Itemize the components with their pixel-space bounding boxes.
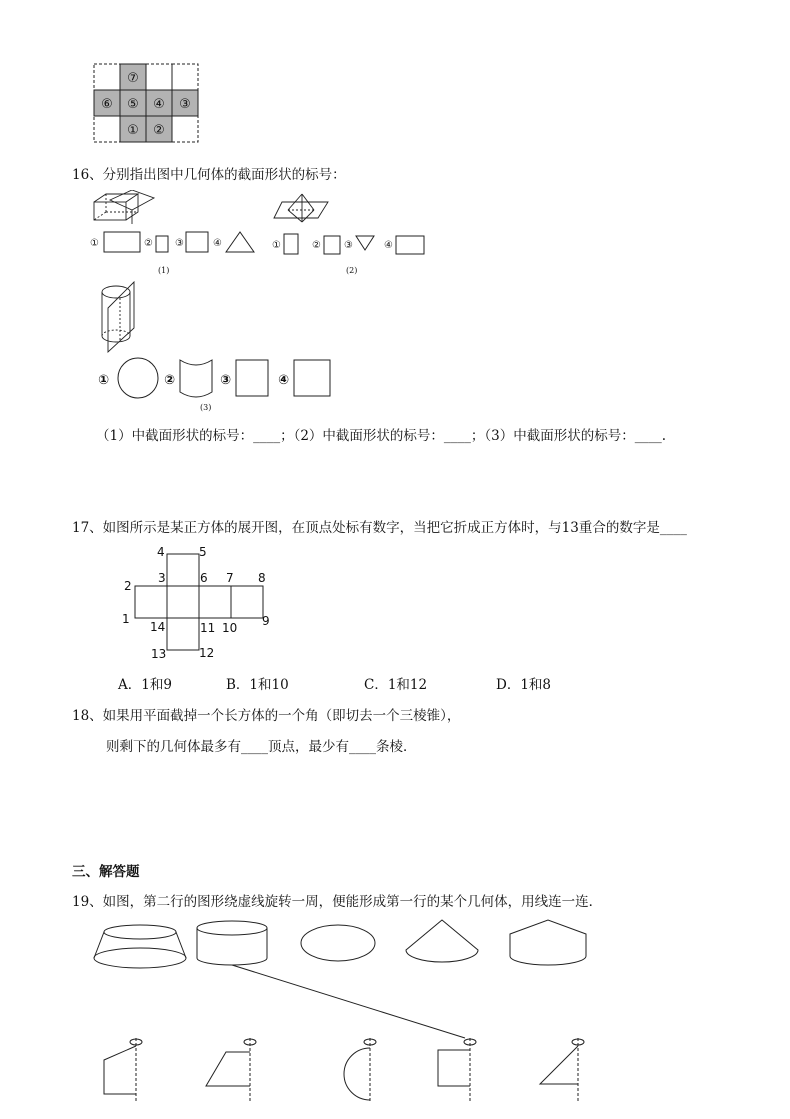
net-label-3: 3	[158, 571, 166, 585]
q17-option-b[interactable]: B．1和10	[226, 677, 289, 693]
q16-fig3-marker-1: ①	[98, 373, 110, 388]
q16-fig3-shape-square	[294, 360, 330, 396]
net-label-13: 13	[151, 647, 167, 661]
q16-fig3-options	[96, 356, 341, 404]
q16-fig1-shape-triangle	[226, 232, 254, 252]
q18-line1: 18、如果用平面截掉一个长方体的一个角（即切去一个三棱锥），	[72, 708, 461, 724]
q16-fig1-marker-2: ②	[144, 238, 153, 249]
solid-frustum	[94, 925, 186, 968]
q19-figure	[80, 912, 610, 1112]
q17-cube-net	[118, 544, 278, 664]
q16-fig1-solid	[88, 190, 158, 226]
q16-fig3-shape-circle	[118, 358, 158, 398]
q16-fig2-solid	[272, 192, 332, 228]
q16-fig1-marker-4: ④	[213, 238, 222, 249]
q16-fig2-shape-tall-rect	[284, 234, 298, 254]
grid-cell-5: ⑤	[127, 97, 139, 112]
q16-fig3-marker-4: ④	[278, 373, 290, 388]
plane-rect-triangle	[104, 1038, 142, 1102]
q16-fig2-shape-wide-rect	[396, 236, 424, 254]
q16-fig2-shape-square	[324, 236, 340, 254]
net-label-9: 9	[262, 614, 270, 628]
net-label-5: 5	[199, 545, 207, 559]
net-label-4: 4	[157, 545, 165, 559]
net-label-14: 14	[150, 620, 166, 634]
q16-fig1-marker-1: ①	[90, 238, 99, 249]
q16-fig3-caption: (3)	[200, 403, 212, 412]
q16-fig1-shape-square	[186, 232, 208, 252]
q16-answer-line: （1）中截面形状的标号：____；（2）中截面形状的标号：____；（3）中截面形状的标号：____.	[96, 428, 667, 444]
q16-fig3-shape-tall-rect	[236, 360, 268, 396]
q16-fig3-shape-curved-rect	[180, 360, 212, 397]
plane-semicircle	[344, 1038, 376, 1102]
section-3-title: 三、解答题	[72, 864, 140, 880]
q16-fig1-caption: (1)	[158, 266, 170, 275]
q16-fig2-shape-inverted-triangle	[356, 236, 374, 250]
q19-prompt: 19、如图，第二行的图形绕虚线旋转一周，便能形成第一行的某个几何体，用线连一连．	[72, 894, 603, 910]
net-label-8: 8	[258, 571, 266, 585]
q16-fig3-solid	[96, 280, 142, 356]
net-grid-figure	[90, 60, 202, 144]
net-label-7: 7	[226, 571, 234, 585]
q17-option-d[interactable]: D．1和8	[496, 677, 552, 693]
q16-fig2-marker-1: ①	[272, 240, 281, 251]
solid-sphere	[301, 925, 375, 961]
q16-fig2-marker-2: ②	[312, 240, 321, 251]
q16-fig2-options	[272, 230, 432, 260]
q16-fig3-marker-2: ②	[164, 373, 176, 388]
q19-connect-line	[232, 965, 465, 1038]
solid-cylinder	[197, 921, 267, 965]
q18-line2: 则剩下的几何体最多有____顶点，最少有____条棱．	[106, 739, 417, 755]
grid-cell-6: ⑥	[101, 97, 113, 112]
q16-fig2-marker-4: ④	[384, 240, 393, 251]
net-label-10: 10	[222, 621, 238, 635]
q16-prompt: 16、分别指出图中几何体的截面形状的标号：	[72, 167, 346, 183]
q16-fig1-marker-3: ③	[175, 238, 184, 249]
q16-fig3-marker-3: ③	[220, 373, 232, 388]
grid-cell-7: ⑦	[127, 71, 139, 86]
net-label-2: 2	[124, 579, 132, 593]
q17-prompt: 17、如图所示是某正方体的展开图，在顶点处标有数字，当把它折成正方体时，与13重合的数字是____	[72, 520, 687, 536]
net-label-6: 6	[200, 571, 208, 585]
q17-option-a[interactable]: A．1和9	[118, 677, 172, 693]
grid-cell-4: ④	[153, 97, 165, 112]
q16-fig1-shape-narrow-rect	[156, 236, 168, 252]
grid-cell-3: ③	[179, 97, 191, 112]
grid-cell-1: ①	[127, 123, 139, 138]
q16-fig1-shape-rect	[104, 232, 140, 252]
plane-rectangle	[438, 1038, 476, 1102]
plane-right-triangle	[540, 1038, 584, 1102]
net-label-11: 11	[200, 621, 216, 635]
solid-cone	[406, 920, 478, 962]
q17-option-c[interactable]: C．1和12	[364, 677, 428, 693]
grid-cell-2: ②	[153, 123, 165, 138]
q16-fig2-caption: (2)	[346, 266, 358, 275]
net-label-12: 12	[199, 646, 215, 660]
q16-fig2-marker-3: ③	[344, 240, 353, 251]
q16-fig1-options	[88, 228, 268, 258]
net-label-1: 1	[122, 612, 130, 626]
solid-cylinder-with-cone	[510, 920, 586, 965]
plane-trapezoid	[206, 1038, 256, 1102]
